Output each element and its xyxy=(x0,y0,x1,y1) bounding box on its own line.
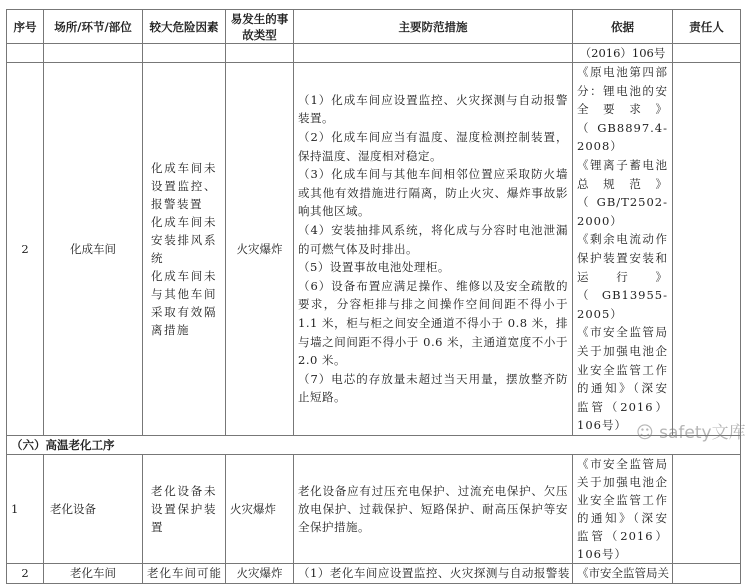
section-row xyxy=(7,435,741,454)
measures-cell: （1）化成车间应设置监控、火灾探测与自动报警装置。 （2）化成车间应当有温度、湿度检测控制装置，保持温度、湿度相对稳定。 （3）化成车间与其他车间相邻位置应采取防火墙或其他有效措施进行隔离，防止火灾、爆炸事故影响其他区域。 （4）安装抽排风系统，将化成与分容时电池泄漏的可燃气体及时排出。 （5）设置事故电池处理柜。 （6）设备布置应满足操作、维修以及安全疏散的要求，分容柜排与排之间操作空间间距不得小于 1.1 米，柜与柜之间安全通道不得小于 0.8 米，排与墙之间间距不得小于 0.6 米，主通道宽度不小于 2.0 米。 （7）电芯的存放量未超过当天用量，摆放整齐防止短路。 xyxy=(294,63,573,436)
col-no: 序号 xyxy=(7,10,44,44)
row-number: 1 xyxy=(7,454,44,563)
row-number: 2 xyxy=(7,563,44,583)
hazard-cell: 化成车间未设置监控、报警装置 化成车间未安装排风系统 化成车间未与其他车间采取有效隔离措施 xyxy=(143,63,226,436)
measures-cell: 老化设备应有过压充电保护、过流充电保护、欠压放电保护、过载保护、短路保护、耐高压保护等安全保护措施。 xyxy=(294,454,573,563)
accident-cell: 火灾爆炸 xyxy=(226,563,294,583)
place-cell: 老化设备 xyxy=(44,454,143,563)
col-owner: 责任人 xyxy=(673,10,741,44)
table-row xyxy=(7,44,741,63)
col-place: 场所/环节/部位 xyxy=(44,10,143,44)
owner-cell xyxy=(673,63,741,436)
col-hazard: 较大危险因素 xyxy=(143,10,226,44)
measures-cell: （1）老化车间应设置监控、火灾探测与自动报警装 xyxy=(294,563,573,583)
owner-cell xyxy=(673,563,741,583)
table-row xyxy=(7,563,741,583)
accident-cell: 火灾爆炸 xyxy=(226,454,294,563)
header-row xyxy=(7,10,741,44)
watermark-logo: ☺ safety文库 xyxy=(636,423,746,443)
wechat-icon: ☺ xyxy=(636,423,654,443)
hazard-table xyxy=(6,9,741,584)
col-accident: 易发生的事故类型 xyxy=(226,10,294,44)
row-number: 2 xyxy=(7,63,44,436)
basis-cell: 《原电池第四部分：锂电池的安全要求》（GB8897.4-2008） 《锂离子蓄电池总规范》（GB/T2502-2000） 《剩余电流动作保护装置安装和运行》（GB13955-2005） 《市安全监管局关于加强电池企业安全监管工作的通知》（深安监管（2016）106号） xyxy=(573,63,673,436)
hazard-cell: 老化设备未设置保护装置 xyxy=(143,454,226,563)
table-row xyxy=(7,63,741,436)
basis-cell: （2016）106号 xyxy=(573,44,673,63)
table-row xyxy=(7,454,741,563)
place-cell: 化成车间 xyxy=(44,63,143,436)
col-basis: 依据 xyxy=(573,10,673,44)
hazard-cell: 老化车间可能 xyxy=(143,563,226,583)
owner-cell xyxy=(673,454,741,563)
basis-cell: 《市安全监管局关 xyxy=(573,563,673,583)
place-cell: 老化车间 xyxy=(44,563,143,583)
col-measures: 主要防范措施 xyxy=(294,10,573,44)
section-title: （六）高温老化工序 xyxy=(7,435,741,454)
basis-cell: 《市安全监管局关于加强电池企业安全监管工作的通知》（深安监管（2016）106号） xyxy=(573,454,673,563)
accident-cell: 火灾爆炸 xyxy=(226,63,294,436)
